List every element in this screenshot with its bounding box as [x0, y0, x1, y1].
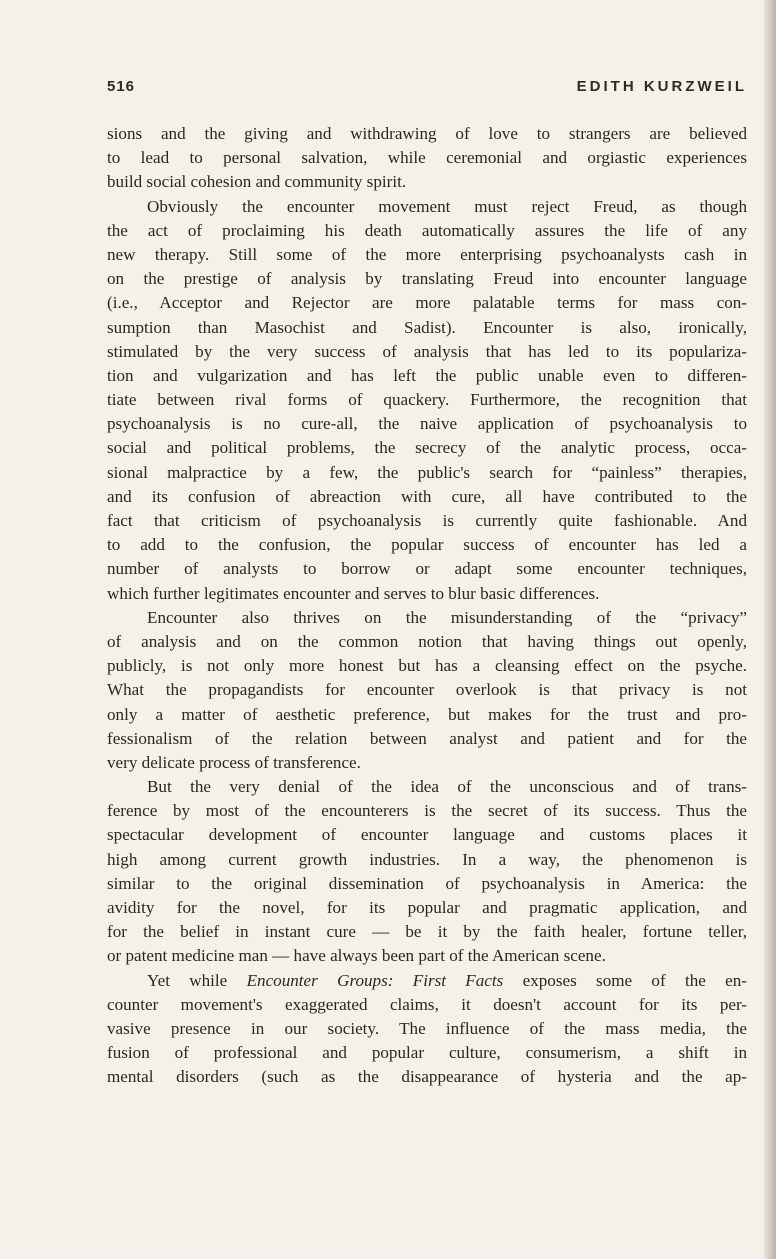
text-line: similar to the original dissemination of psychoanalysis in America: the — [107, 873, 747, 893]
text-line: number of analysts to borrow or adapt some encounter techniques, — [107, 559, 747, 579]
text-line: to add to the confusion, the popular success of encounter has led a — [107, 535, 747, 555]
text-line: vasive presence in our society. The influence of the mass media, the — [107, 1018, 747, 1038]
text-line: and its confusion of abreaction with cure, all have contributed to the — [107, 486, 747, 506]
running-head: EDITH KURZWEIL — [576, 78, 747, 95]
paragraph — [107, 606, 747, 775]
text-line: stimulated by the very success of analysis that has led to its populariza- — [107, 341, 747, 361]
text-line: tion and vulgarization and has left the public unable even to differen- — [107, 365, 747, 385]
text-line: ference by most of the encounterers is the secret of its success. Thus the — [107, 801, 747, 821]
text-line: high among current growth industries. In a way, the phenomenon is — [107, 849, 747, 869]
text-line: Encounter also thrives on the misunderstanding of the “privacy” — [147, 607, 747, 627]
text-line: or patent medicine man — have always been part of the American scene. — [107, 946, 606, 966]
text-line: What the propagandists for encounter overlook is that privacy is not — [107, 680, 747, 700]
text-line: only a matter of aesthetic preference, but makes for the trust and pro- — [107, 704, 747, 724]
text-line: Obviously the encounter movement must reject Freud, as though — [147, 196, 747, 216]
text-line: on the prestige of analysis by translating Freud into encounter language — [107, 269, 747, 289]
text-line: sions and the giving and withdrawing of love to strangers are believed — [107, 124, 747, 143]
text-line: Yet while Encounter Groups: First Facts exposes some of the en- — [147, 970, 747, 990]
text-line: sumption than Masochist and Sadist). Encounter is also, ironically, — [107, 317, 747, 337]
text-line: psychoanalysis is no cure-all, the naive application of psychoanalysis to — [107, 414, 747, 434]
text-line: mental disorders (such as the disappearance of hysteria and the ap- — [107, 1067, 747, 1087]
paragraph — [107, 969, 747, 1090]
text-line: spectacular development of encounter language and customs places it — [107, 825, 747, 845]
text-line: very delicate process of transference. — [107, 752, 361, 772]
text-line: But the very denial of the idea of the unconscious and of trans- — [147, 777, 747, 797]
text-line: build social cohesion and community spirit. — [107, 172, 407, 192]
page-number: 516 — [107, 78, 136, 95]
text-line: sional malpractice by a few, the public's search for “painless” therapies, — [107, 462, 747, 482]
text-line: publicly, is not only more honest but has a cleansing effect on the psyche. — [107, 656, 747, 676]
text-line: the act of proclaiming his death automatically assures the life of any — [107, 220, 747, 240]
text-line: fusion of professional and popular culture, consumerism, a shift in — [107, 1043, 747, 1063]
paragraph — [107, 775, 747, 969]
paragraph — [107, 195, 747, 606]
text-line: social and political problems, the secrecy of the analytic process, occa- — [107, 438, 747, 458]
text-line: which further legitimates encounter and serves to blur basic differences. — [107, 583, 600, 603]
book-title: Encounter Groups: First Facts — [246, 970, 504, 990]
text-line: counter movement's exaggerated claims, it doesn't account for its per- — [107, 994, 747, 1014]
text-line: avidity for the novel, for its popular and pragmatic application, and — [107, 898, 747, 917]
text-line: (i.e., Acceptor and Rejector are more palatable terms for mass con- — [107, 293, 747, 313]
text-line: to lead to personal salvation, while ceremonial and orgiastic experiences — [107, 148, 747, 168]
page-header — [107, 78, 747, 102]
body-text — [107, 122, 747, 1090]
text-line: fact that criticism of psychoanalysis is currently quite fashionable. And — [107, 511, 747, 530]
text-line: fessionalism of the relation between analyst and patient and for the — [107, 728, 747, 748]
text-line: for the belief in instant cure — be it by the faith healer, fortune teller, — [107, 922, 747, 942]
text-line: new therapy. Still some of the more enterprising psychoanalysts cash in — [107, 244, 747, 264]
text-line: tiate between rival forms of quackery. Furthermore, the recognition that — [107, 390, 747, 410]
text-line: of analysis and on the common notion that having things out openly, — [107, 631, 747, 651]
page-edge-shadow — [764, 0, 776, 1259]
paragraph — [107, 122, 747, 195]
